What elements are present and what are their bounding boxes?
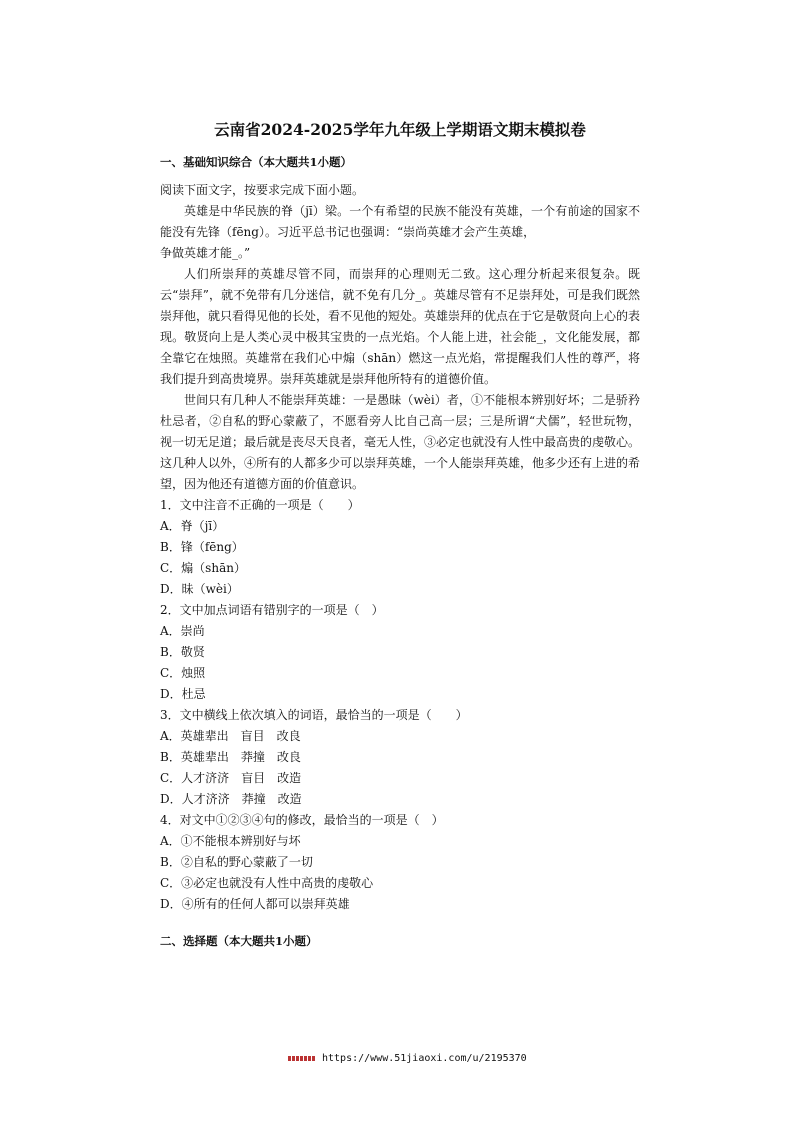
paragraph-1-continued: 争做英雄才能_。” (160, 246, 251, 260)
option-d: D．昧（wèi） (160, 582, 239, 596)
question-1 (160, 495, 640, 600)
option-a: A．英雄辈出 盲目 改良 (160, 729, 301, 743)
footer (288, 1053, 527, 1064)
question-stem: 3．文中横线上依次填入的词语，最恰当的一项是（ ） (160, 708, 468, 722)
option-d: D．杜忌 (160, 687, 206, 701)
section-heading-2: 二、选择题（本大题共1小题） (160, 934, 318, 948)
question-3 (160, 705, 640, 810)
option-d: D．人才济济 莽撞 改造 (160, 792, 302, 806)
logo-icon (288, 1056, 316, 1061)
option-b: B．②自私的野心蒙蔽了一切 (160, 855, 313, 869)
option-a: A．①不能根本辨别好与坏 (160, 834, 301, 848)
paragraph-2: 人们所崇拜的英雄尽管不同，而崇拜的心理则无二致。这心理分析起来很复杂。既云“崇拜”，就不免带有几分迷信，就不免有几分_。英雄尽管有不足崇拜处，可是我们既然崇拜他，就只看得见他的长处，看不见他的短处。英雄崇拜的优点在于它是敬贤向上心的表现。敬贤向上是人类心灵中极其宝贵的一点光焰。个人能上进，社会能_，文化能发展，都全靠它在烛照。英雄常在我们心中煽（shān）燃这一点光焰，常提醒我们人性的尊严，将我们提升到高贵境界。崇拜英雄就是崇拜他所特有的道德价值。 (160, 267, 641, 386)
paragraph-1: 英雄是中华民族的脊（jī）梁。一个有希望的民族不能没有英雄，一个有前途的国家不能没有先锋（fēng）。习近平总书记也强调：“崇尚英雄才会产生英雄， (160, 204, 640, 239)
document-page (160, 112, 640, 959)
option-c: C．③必定也就没有人性中高贵的虔敬心 (160, 876, 374, 890)
option-b: B．敬贤 (160, 645, 205, 659)
question-stem: 2．文中加点词语有错别字的一项是（ ） (160, 603, 384, 617)
option-c: C．人才济济 盲目 改造 (160, 771, 302, 785)
question-4 (160, 810, 640, 915)
question-2 (160, 600, 640, 705)
option-b: B．英雄辈出 莽撞 改良 (160, 750, 301, 764)
option-a: A．崇尚 (160, 624, 205, 638)
section-heading-1: 一、基础知识综合（本大题共1小题） (160, 155, 352, 169)
question-stem: 4．对文中①②③④句的修改，最恰当的一项是（ ） (160, 813, 444, 827)
option-a: A．脊（jī） (160, 519, 225, 533)
question-stem: 1．文中注音不正确的一项是（ ） (160, 498, 360, 512)
page-title: 云南省2024-2025学年九年级上学期语文期末模拟卷 (214, 120, 586, 139)
option-b: B．锋（fēng） (160, 540, 244, 554)
instruction: 阅读下面文字，按要求完成下面小题。 (160, 183, 365, 197)
option-d: D．④所有的任何人都可以崇拜英雄 (160, 897, 350, 911)
option-c: C．煽（shān） (160, 561, 246, 575)
footer-link[interactable]: https://www.51jiaoxi.com/u/2195370 (322, 1053, 527, 1064)
paragraph-3: 世间只有几种人不能崇拜英雄：一是愚昧（wèi）者，①不能根本辨别好坏；二是骄矜杜忌者，②自私的野心蒙蔽了，不愿看旁人比自己高一层；三是所谓“犬儒”，轻世玩物，视一切无足道；最后就是丧尽天良者，毫无人性，③必定也就没有人性中最高贵的虔敬心。这几种人以外，④所有的人都多少可以崇拜英雄，一个人能崇拜英雄，他多少还有上进的希望，因为他还有道德方面的价值意识。 (160, 393, 641, 491)
option-c: C．烛照 (160, 666, 206, 680)
